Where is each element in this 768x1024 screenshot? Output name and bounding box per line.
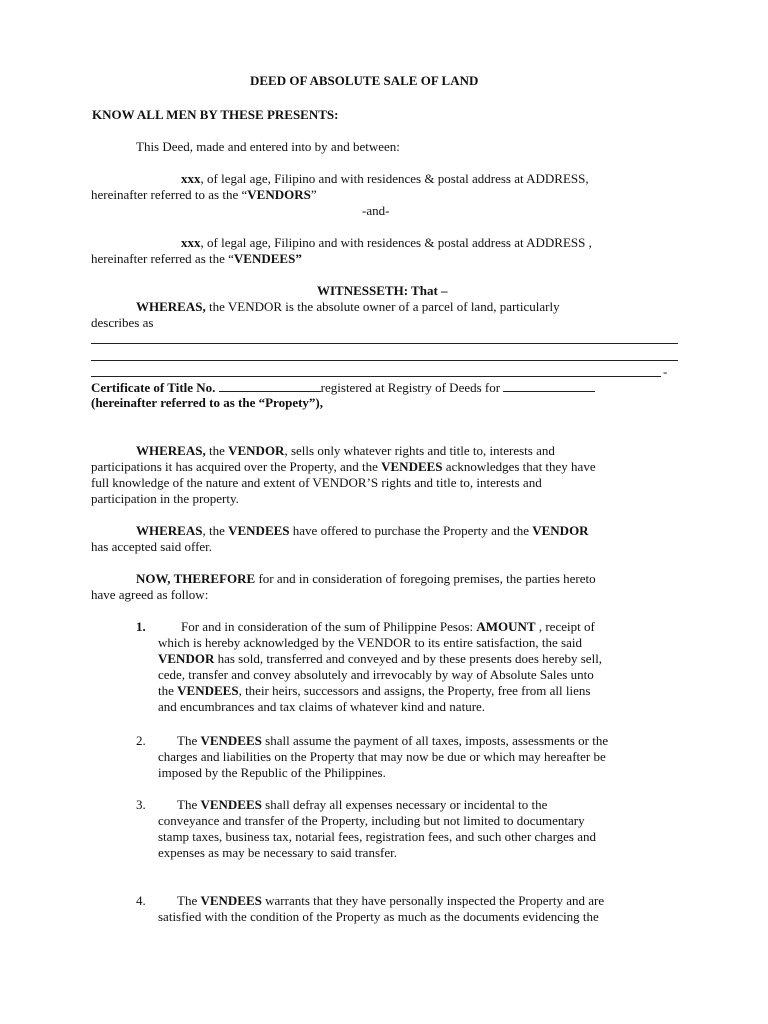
vendors-desc: , of legal age, Filipino and with residences & postal address at ADDRESS, <box>200 171 589 186</box>
vendees-role-pre: hereinafter referred as the “ <box>91 251 234 266</box>
item1-number: 1. <box>136 619 146 634</box>
item1-vendees: VENDEES <box>177 683 239 698</box>
vendors-role-pre: hereinafter referred to as the “ <box>91 187 248 202</box>
item2-text-a: The <box>177 733 201 748</box>
whereas2-line2 <box>91 459 596 475</box>
whereas3-line1 <box>136 523 589 539</box>
description-blank-line-1 <box>91 343 678 344</box>
whereas2-keyword: WHEREAS, <box>136 443 206 458</box>
whereas2-line3: full knowledge of the nature and extent of VENDOR’S rights and title to, interests and <box>91 475 542 490</box>
item2-number: 2. <box>136 733 146 748</box>
item1-line3 <box>158 651 602 667</box>
description-blank-line-3 <box>91 376 661 377</box>
vendees-role-line <box>91 251 302 267</box>
item3-text-b: shall defray all expenses necessary or incidental to the <box>261 797 548 812</box>
now-therefore-text: for and in consideration of foregoing premises, the parties hereto <box>255 571 596 586</box>
certificate-registry-text: registered at Registry of Deeds for <box>320 380 501 395</box>
whereas2-line1 <box>136 443 555 459</box>
item1-text-a: For and in consideration of the sum of Philippine Pesos: <box>181 619 477 634</box>
certificate-label: Certificate of Title No. <box>91 380 216 395</box>
whereas2-line4: participation in the property. <box>91 491 239 506</box>
certificate-line2: (hereinafter referred to as the “Propety”), <box>91 395 324 410</box>
certificate-number-blank <box>219 379 321 392</box>
item1-line1 <box>181 619 595 635</box>
item2-line1 <box>177 733 608 749</box>
item1-line5-b: , their heirs, successors and assigns, the Property, free from all liens <box>238 683 591 698</box>
intro-text: This Deed, made and entered into by and between: <box>136 139 400 154</box>
whereas3-vendees: VENDEES <box>228 523 290 538</box>
item2-text-b: shall assume the payment of all taxes, imposts, assessments or the <box>261 733 609 748</box>
item1-text-b: , receipt of <box>535 619 595 634</box>
vendors-role-line <box>91 187 317 203</box>
whereas2-text-a: the <box>205 443 229 458</box>
item4-line2: satisfied with the condition of the Property as much as the documents evidencing the <box>158 909 599 924</box>
whereas3-vendor: VENDOR <box>532 523 589 538</box>
item4-text-b: warrants that they have personally inspected the Property and are <box>261 893 605 908</box>
item1-line3-text: has sold, transferred and conveyed and by these presents does hereby sell, <box>214 651 603 666</box>
witnesseth-heading: WITNESSETH: That – <box>317 283 448 298</box>
whereas1-line2: describes as <box>91 315 154 330</box>
item1-amount: AMOUNT <box>476 619 536 634</box>
vendees-party-line <box>181 235 592 251</box>
item3-line2: conveyance and transfer of the Property, including but not limited to documentary <box>158 813 585 828</box>
item4-number: 4. <box>136 893 146 908</box>
item3-number: 3. <box>136 797 146 812</box>
whereas2-line2-a: participations it has acquired over the Property, and the <box>91 459 382 474</box>
item2-vendees: VENDEES <box>200 733 262 748</box>
whereas1-text: the VENDOR is the absolute owner of a parcel of land, particularly <box>205 299 560 314</box>
and-separator: -and- <box>362 203 390 218</box>
now-therefore-keyword: NOW, THEREFORE <box>136 571 256 586</box>
document-title: DEED OF ABSOLUTE SALE OF LAND <box>250 73 479 88</box>
item1-line4: cede, transfer and convey absolutely and irrevocably by way of Absolute Sales unto <box>158 667 594 682</box>
vendees-name: xxx <box>181 235 201 250</box>
item4-line1 <box>177 893 604 909</box>
whereas2-vendees: VENDEES <box>381 459 443 474</box>
vendors-name: xxx <box>181 171 201 186</box>
whereas3-text-b: have offered to purchase the Property and the <box>289 523 533 538</box>
now-therefore-line1 <box>136 571 596 587</box>
item1-vendor: VENDOR <box>158 651 215 666</box>
whereas3-keyword: WHEREAS <box>136 523 203 538</box>
item1-line6: and encumbrances and tax claims of whatever kind and nature. <box>158 699 486 714</box>
vendors-role-post: ” <box>310 187 317 202</box>
item3-vendees: VENDEES <box>200 797 262 812</box>
item1-line2: which is hereby acknowledged by the VENDOR to its entire satisfaction, the said <box>158 635 582 650</box>
item3-text-a: The <box>177 797 201 812</box>
item3-line4: expenses as may be necessary to said transfer. <box>158 845 397 860</box>
whereas1-keyword: WHEREAS, <box>136 299 206 314</box>
item1-line5-a: the <box>158 683 178 698</box>
whereas3-line2: has accepted said offer. <box>91 539 213 554</box>
item4-text-a: The <box>177 893 201 908</box>
whereas3-text-a: , the <box>202 523 229 538</box>
vendees-desc: , of legal age, Filipino and with residences & postal address at ADDRESS , <box>200 235 592 250</box>
vendors-party-line <box>181 171 589 187</box>
description-blank-line-2 <box>91 360 678 361</box>
certificate-line <box>91 379 595 396</box>
whereas1-line1 <box>136 299 560 315</box>
registry-location-blank <box>503 379 595 392</box>
whereas2-line2-b: acknowledges that they have <box>442 459 596 474</box>
item3-line1 <box>177 797 547 813</box>
now-therefore-line2: have agreed as follow: <box>91 587 209 602</box>
vendees-role: VENDEES” <box>233 251 302 266</box>
item1-line5 <box>158 683 590 699</box>
item4-vendees: VENDEES <box>200 893 262 908</box>
item3-line3: stamp taxes, business tax, notarial fees, registration fees, and such other charges and <box>158 829 597 844</box>
item2-line3: imposed by the Republic of the Philippines. <box>158 765 386 780</box>
item2-line2: charges and liabilities on the Property that may now be due or which may hereafter be <box>158 749 606 764</box>
vendors-role: VENDORS <box>247 187 311 202</box>
know-all-heading: KNOW ALL MEN BY THESE PRESENTS: <box>92 107 339 122</box>
blank-line-trailer: - <box>663 364 668 379</box>
whereas2-vendor: VENDOR <box>228 443 285 458</box>
whereas2-text-b: , sells only whatever rights and title to, interests and <box>284 443 555 458</box>
